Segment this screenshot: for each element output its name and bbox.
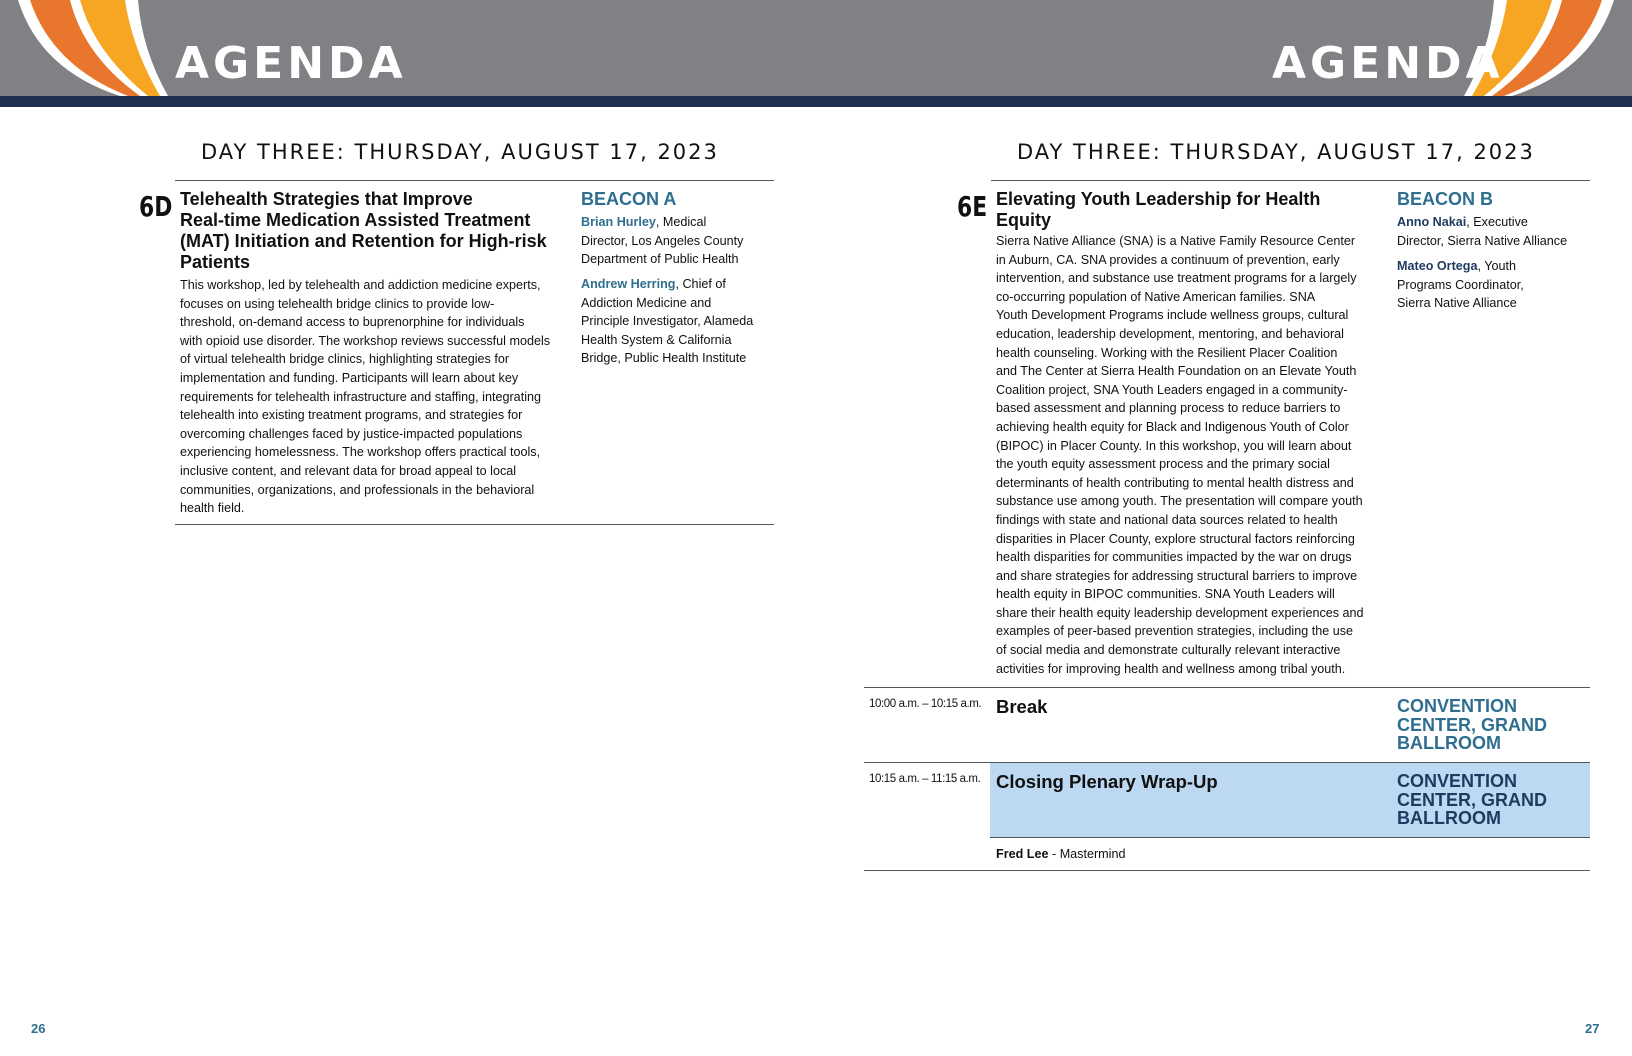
desc-line: health equity in BIPOC communities. SNA Youth Leaders will [996,587,1335,602]
room-beacon-a: BEACON A [581,189,677,209]
desc-line: threshold, on-demand access to buprenorphine for individuals [180,315,525,330]
plenary-time: 10:15 a.m. – 11:15 a.m. [869,773,981,785]
session-title-6e [996,189,1391,231]
left-arc-decoration [0,0,200,96]
room-line: CONVENTION [1397,696,1518,716]
desc-line: in Auburn, CA. SNA provides a continuum of prevention, early [996,252,1340,267]
speaker-brian-hurley [581,213,776,269]
desc-line: (BIPOC) in Placer County. In this workshop, you will learn about [996,438,1352,453]
desc-line: and share strategies for addressing structural barriers to improve [996,568,1358,583]
speaker-line [1397,213,1597,232]
room-line: BALLROOM [1397,733,1501,753]
desc-line: implementation and funding. Participants will learn about key [180,370,519,385]
break-top-rule [864,687,1590,688]
speaker-role: , Executive [1466,215,1528,229]
header-navy-bar [0,96,1632,107]
desc-line: the youth equity assessment process and the primary social [996,457,1330,472]
desc-line: focuses on using telehealth bridge clinics to provide low- [180,296,495,311]
desc-line: of social media and demonstrate culturally relevant interactive [996,643,1341,658]
desc-line: education, leadership development, mentoring, and behavioral [996,326,1344,341]
desc-line: findings with state and national data sources related to health [996,512,1338,527]
title-line: Patients [180,252,251,272]
left-day-heading: DAY THREE: THURSDAY, AUGUST 17, 2023 [201,140,719,164]
desc-line: co-occurring population of Native American families. SNA [996,289,1316,304]
speaker-role: , Medical [655,215,707,229]
desc-line: determinants of health contributing to mental health distress and [996,475,1354,490]
speaker-line: Bridge, Public Health Institute [581,351,747,366]
speaker-role: , Youth [1477,259,1517,273]
session-code-6e: 6E [957,190,988,223]
desc-line: based assessment and planning process to reduce barriers to [996,401,1341,416]
desc-line: intervention, and substance use treatment programs for a largely [996,271,1357,286]
title-line: Elevating Youth Leadership for Health [996,189,1321,209]
break-title: Break [996,696,1048,717]
left-top-rule [175,180,774,181]
right-top-rule [991,180,1590,181]
title-line: (MAT) Initiation and Retention for High-risk [180,231,547,251]
title-line: Equity [996,210,1052,230]
speaker-anno-nakai [1397,213,1597,250]
desc-line: with opioid use disorder. The workshop reviews successful models [180,333,551,348]
desc-line: Sierra Native Alliance (SNA) is a Native Family Resource Center [996,234,1356,248]
desc-line: disparities in Placer County, explore structural factors reinforcing [996,531,1355,546]
speaker-line: Director, Los Angeles County [581,233,744,248]
speaker-line: Director, Sierra Native Alliance [1397,233,1568,248]
speaker-name: Anno Nakai [1397,215,1467,229]
presenter-role: - Mastermind [1048,847,1126,861]
plenary-presenter [996,847,1125,861]
break-room [1397,697,1547,753]
room-line: BALLROOM [1397,808,1501,828]
desc-line: examples of peer-based prevention strategies, including the use [996,624,1354,639]
page-number-left: 26 [31,1021,46,1036]
plenary-bottom-rule [864,870,1590,871]
left-bottom-rule [175,524,774,525]
speaker-role: , Chief of [675,277,726,291]
speaker-name: Mateo Ortega [1397,259,1478,273]
plenary-mid-rule [990,837,1590,838]
speaker-line [581,275,776,294]
desc-line: requirements for telehealth infrastructure and staffing, integrating [180,389,541,404]
desc-line: Coalition project, SNA Youth Leaders engaged in a community- [996,382,1348,397]
title-line: Telehealth Strategies that Improve [180,189,473,209]
speaker-line: Health System & California [581,332,732,347]
desc-line: experiencing homelessness. The workshop offers practical tools, [180,445,541,460]
desc-line: health disparities for communities impacted by the war on drugs [996,550,1352,565]
speaker-line: Department of Public Health [581,252,739,267]
left-agenda-title: AGENDA [175,38,407,89]
desc-line: health counseling. Working with the Resilient Placer Coalition [996,345,1338,360]
session-description-6d [180,276,580,518]
session-description-6e [996,232,1396,678]
header-banner [0,0,1632,96]
desc-line: health field. [180,501,245,516]
speaker-line [581,213,776,232]
desc-line: Youth Development Programs include wellness groups, cultural [996,308,1349,323]
plenary-room [1397,772,1547,828]
speaker-line: Programs Coordinator, [1397,277,1524,292]
session-title-6d [180,189,575,273]
speaker-line [1397,257,1597,276]
break-time: 10:00 a.m. – 10:15 a.m. [869,698,982,710]
speaker-mateo-ortega [1397,257,1597,313]
speaker-line: Addiction Medicine and [581,295,712,310]
speaker-line: Sierra Native Alliance [1397,296,1517,311]
desc-line: share their health equity leadership development experiences and [996,605,1364,620]
speaker-name: Andrew Herring [581,277,676,291]
room-line: CENTER, GRAND [1397,714,1548,735]
speaker-name: Brian Hurley [581,215,656,229]
room-line: CENTER, GRAND [1397,789,1548,810]
desc-line: communities, organizations, and professionals in the behavioral [180,482,535,497]
desc-line: substance use among youth. The presentation will compare youth [996,494,1363,509]
desc-line: This workshop, led by telehealth and addiction medicine experts, [180,278,541,292]
desc-line: of virtual telehealth bridge clinics, highlighting strategies for [180,352,510,367]
speaker-andrew-herring [581,275,776,368]
desc-line: overcoming challenges faced by justice-impacted populations [180,426,523,441]
right-agenda-title: AGENDA [1272,38,1504,89]
desc-line: inclusive content, and relevant data for broad appeal to local [180,463,517,478]
desc-line: achieving health equity for Black and Indigenous Youth of Color [996,419,1349,434]
plenary-title: Closing Plenary Wrap-Up [996,771,1218,792]
desc-line: and The Center at Sierra Health Foundation on an Elevate Youth [996,364,1357,379]
page-number-right: 27 [1585,1021,1600,1036]
speaker-line: Principle Investigator, Alameda [581,314,754,329]
room-line: CONVENTION [1397,771,1518,791]
session-code-6d: 6D [139,190,173,223]
room-beacon-b: BEACON B [1397,189,1494,209]
title-line: Real-time Medication Assisted Treatment [180,210,531,230]
right-day-heading: DAY THREE: THURSDAY, AUGUST 17, 2023 [1017,140,1535,164]
presenter-name: Fred Lee [996,847,1049,861]
desc-line: activities for improving health and wellness among tribal youth. [996,661,1346,676]
desc-line: telehealth into existing treatment programs, and strategies for [180,408,523,423]
